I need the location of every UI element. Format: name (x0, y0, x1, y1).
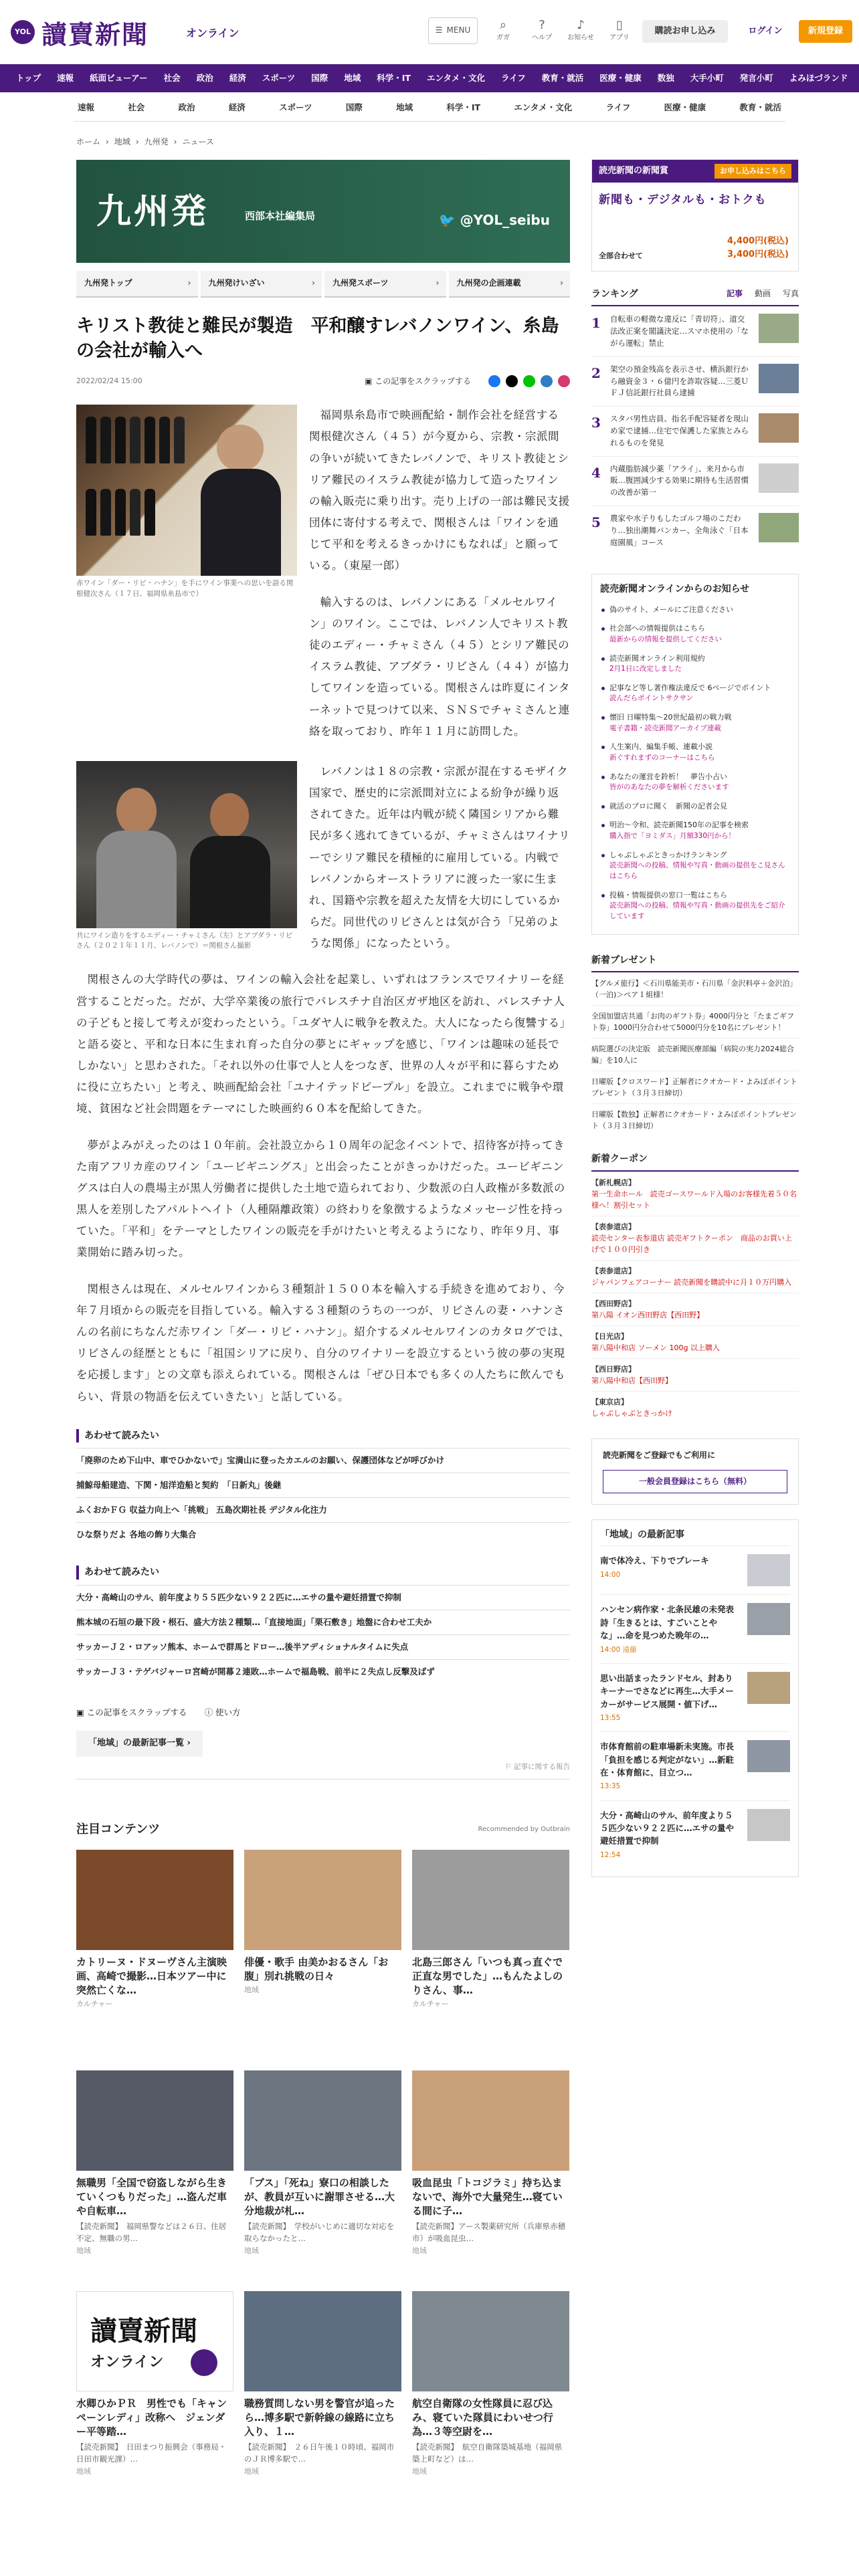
mail-icon[interactable] (558, 375, 570, 387)
recommend-summary: 【読売新聞】 福岡県警などは２６日、住居不定、無職の男… (76, 2222, 227, 2243)
notice-sub: 最新からの情報を提供してください (609, 635, 722, 643)
latest-text (600, 1554, 741, 1586)
coupon-store: 【日光店】 (591, 1332, 628, 1341)
recommend-title: 吸血昆虫「トコジラミ」持ち込まないで、海外で大量発生…寝ている間に子… (412, 2176, 563, 2218)
ranking-item[interactable] (591, 306, 799, 356)
article-block-2 (76, 761, 570, 955)
ranking-tab[interactable]: 写真 (782, 289, 799, 299)
ranking-number: 5 (591, 514, 601, 531)
ad-label: 全部合わせて (599, 251, 643, 261)
latest-item[interactable] (600, 1545, 790, 1594)
related-articles-2 (76, 1566, 570, 1684)
nav-item[interactable]: 紙面ビューアー (90, 72, 148, 83)
ranking-thumbnail (759, 513, 799, 542)
notice-title: しゃぶしゃぶときっかけランキング (609, 850, 727, 859)
coupon-text: 読売センター表参道店 読売ギフトクーポン 商品のお買い上げで１００円引き (591, 1233, 792, 1254)
notice-title: 読売新聞オンライン利用規約 (609, 653, 705, 663)
breadcrumb-item[interactable]: 九州発 (144, 137, 169, 146)
section-subnav (76, 271, 570, 297)
latest-thumbnail (747, 1554, 790, 1586)
notice-sub: 読売新聞への投稿、情報や写真・動画の提供先をご紹介しています (609, 901, 785, 920)
ranking-item[interactable] (591, 356, 799, 406)
ranking-heading: ランキング (591, 289, 638, 300)
coupon-text: ジャパンフェアコーナー 読売新聞を購読中に月１０万円購入 (591, 1277, 792, 1287)
subnav-item[interactable]: 九州発トップ › (76, 271, 198, 297)
coupon-text: 第八陽中和店 ソーメン 100g 以上購入 (591, 1344, 720, 1353)
yol-logo[interactable]: YOL (11, 20, 35, 44)
register-free-button[interactable]: 一般会員登録はこちら（無料） (603, 1470, 787, 1493)
kyushu-banner[interactable] (76, 160, 570, 263)
banner-subtitle: 西部本社編集局 (245, 210, 316, 223)
ranking-title: スタバ男性店員、指名手配容疑者を現山め家で逮捕…住宅で保護した家族とみられるものを発見 (610, 414, 749, 447)
app-icon: ▯ (616, 18, 623, 32)
subnav-item[interactable]: 九州発スポーツ › (324, 271, 446, 297)
recommend-heading: 注目コンテンツ (76, 1822, 161, 1837)
recommend-summary: 【読売新聞】アース製薬研究所（兵庫県赤穂市）が吸血昆虫… (412, 2222, 566, 2243)
present-item[interactable]: 全国加盟店共通「お肉のギフト券」4000円分と「たまごギフト券」1000円分合わせて5000円分を10名にプレゼント！ (591, 1005, 799, 1038)
ad-price: 3,400円(税込) (727, 249, 789, 260)
ranking-title: 内蔵脂肪減少薬「アライ」、来月から市販…腹囲減少する効果に期待も生活習慣の改善が第一 (610, 463, 749, 498)
related-link[interactable]: 「廃卵のため下山中、車でひかないで」宝満山に登ったカエルのお願い、保護団体などが呼びかけ (76, 1448, 570, 1473)
banner-twitter[interactable]: 🐦 @YOL_seibu (438, 212, 550, 229)
subnav-item[interactable]: ライフ (605, 102, 631, 113)
article-paragraph: 関根さんは現在、メルセルワインから３種類計１５００本を輸入する手続きを進めており、今年７月頃からの販売を目指している。輸入する３種類のうちの一つが、リビさんの妻・ハナンさんの名前にちなんだ赤ワイン「ダー・リビ・ハナン」。紹介するメルセルワインのカタログでは、リビさんの経歴とともに「祖国シリアに戻り、自分のワイナリーを設立するという彼の夢の実現を応援します」との文章も添えられている。関根さんは「ぜひ日本でも多くの人たちに飲んでもらい、背景の物語を伝えていきたい」と話している。 (76, 1282, 570, 1403)
figure (76, 405, 297, 742)
recommend-card[interactable] (76, 1850, 233, 2010)
register-button[interactable]: 新規登録 (799, 20, 852, 43)
latest-time: 14:00 遠藤 (600, 1645, 637, 1654)
site-logo[interactable]: 讀賣新聞 (41, 19, 149, 49)
site-logo-sub: オンライン (186, 27, 240, 39)
subnav-item[interactable]: 国際 (345, 102, 363, 113)
ranking-item[interactable] (591, 456, 799, 506)
notice-item[interactable] (600, 768, 790, 797)
latest-thumbnail (747, 1809, 790, 1841)
site-header (0, 0, 859, 64)
facebook-icon[interactable] (488, 375, 500, 387)
related-link[interactable]: サッカーＪ２・ロアッソ熊本、ホームで群馬とドロー…後半アディショナルタイムに失点 (76, 1634, 570, 1659)
nav-item[interactable]: エンタメ・文化 (426, 72, 485, 83)
sidebar (591, 159, 799, 1877)
chevron-right-icon: › (135, 137, 139, 146)
present-item[interactable]: 【グルメ旅行】＜石川県能美市・石川県「金沢料亭＋金沢泊」（一泊)＞ペア１組様！ (591, 972, 799, 1005)
subnav-item[interactable]: 科学・IT (446, 102, 481, 113)
recommend-label: 地域 (244, 2466, 259, 2476)
notice-title: 記事など等し著作権法違反で 6ページでポイント (609, 683, 771, 692)
nav-item[interactable]: 大手小町 (690, 72, 724, 83)
latest-item[interactable] (600, 1800, 790, 1868)
nav-item[interactable]: 経済 (229, 72, 246, 83)
notice-item[interactable] (600, 601, 790, 620)
latest-item[interactable] (600, 1731, 790, 1800)
line-icon[interactable] (523, 375, 535, 387)
help-icon: ? (539, 18, 545, 32)
related-link[interactable]: ひな祭りだよ 各地の飾り大集合 (76, 1522, 570, 1547)
photo-caption: 赤ワイン「ダー・リビ・ハナン」を手にワイン事業への思いを語る関根健次さん（１７日、福岡県糸島市で） (76, 579, 294, 598)
notice-item[interactable] (600, 738, 790, 767)
notice-item[interactable] (600, 816, 790, 845)
related-articles-1 (76, 1429, 570, 1547)
coupon-text: 第八陽 イオン西田野店【西田野】 (591, 1311, 704, 1320)
latest-title: 思い出話まったランドセル、封ありキーナーでさなどに再生…大手メーカーがサービス展開・値下げ… (600, 1673, 735, 1709)
ranking-tab[interactable]: 動画 (754, 289, 771, 299)
article-title: キリスト教徒と難民が製造 平和醸すレバノンワイン、糸島の会社が輸入へ (76, 315, 559, 362)
recommend-label: カルチャー (76, 2000, 113, 2009)
nav-item[interactable]: トップ (16, 72, 41, 83)
article-paragraph: 夢がよみがえったのは１０年前。会社設立から１０周年の記念イベントで、招待客が持ってきた南アフリカ産のワイン「ユービギニングス」と出会ったことがきっかけだった。ユービギニングスは白人の農場主が黒人労働者に提供した土地で造られており、少数派の白人政権が多数派の黒人を差別したアパルトヘイト（人種隔離政策）の終わりを象徴するようなメッセージ性を持っていた。「平和」をテーマとしたワインの販売を手がけたいと考えるようになり、昨年９月、事業開始に踏み切った。 (76, 1138, 565, 1259)
clip-icon: ▣ (365, 376, 375, 386)
ranking-thumbnail (759, 463, 799, 493)
coupon-store: 【西日野店】 (591, 1365, 636, 1374)
recommend-title: 職務質問しない男を警官が追ったら…博多駅で新幹線の線路に立ち入り、１… (244, 2397, 395, 2438)
notice-title: 社会部への情報提供はこちら (609, 624, 705, 633)
recommend-image (412, 1850, 569, 1950)
ranking-item[interactable] (591, 406, 799, 455)
chevron-right-icon: › (187, 1738, 191, 1749)
latest-text (600, 1603, 741, 1654)
notice-item[interactable] (600, 619, 790, 649)
recommend-label: カルチャー (412, 2000, 449, 2009)
coupon-item[interactable] (591, 1391, 799, 1424)
twitter-icon: 🐦 (438, 212, 460, 229)
latest-text (600, 1672, 741, 1723)
breadcrumb-item: ニュース (182, 137, 214, 146)
related-link[interactable]: 大分・高崎山のサル、前年度より５５匹少ない９２２匹に…エサの量や避妊措置で抑制 (76, 1585, 570, 1610)
figure (76, 761, 297, 955)
latest-time: 14:00 (600, 1570, 621, 1579)
recommend-card[interactable] (412, 1850, 569, 2010)
search-icon: ⌕ (499, 18, 507, 32)
ad-line: 新聞も・デジタルも・おトクも (599, 193, 767, 207)
breadcrumb-item[interactable]: ホーム (76, 137, 101, 146)
coupon-item[interactable] (591, 1325, 799, 1358)
recommend-image (76, 2070, 233, 2171)
recommend-card[interactable] (412, 2291, 569, 2477)
latest-title: 大分・高崎山のサル、前年度より５５匹少ない９２２匹に…エサの量や避妊措置で抑制 (600, 1810, 735, 1846)
present-item[interactable]: 日曜版【クロスワード】正解者にクオカード・よみぽポイントプレゼント（３月３日締切） (591, 1071, 799, 1103)
latest-time: 12:54 (600, 1850, 621, 1859)
recommend-label: 地域 (244, 2246, 259, 2255)
present-item[interactable]: 日曜版【数独】正解者にクオカード・よみぽポイントプレゼント（３月３日締切） (591, 1103, 799, 1136)
recommend-summary: 【読売新聞】 航空自衛隊築城基地（福岡県築上町など）は… (412, 2442, 563, 2464)
recommend-card[interactable] (244, 2291, 401, 2477)
breadcrumb-item[interactable]: 地域 (114, 137, 130, 146)
nav-item[interactable]: 数独 (657, 72, 674, 83)
notice-sub: 皆がのあなたの夢を解析くださいます (609, 783, 729, 792)
nav-item[interactable]: 国際 (311, 72, 328, 83)
recommend-title: 航空自衛隊の女性隊員に忍び込み、寝ていた隊員にわいせつ行為…３等空尉を… (412, 2397, 553, 2438)
notice-title: あなたの運営を鈴析！ 夢告小占い (609, 772, 727, 781)
coupon-store: 【新札幌店】 (591, 1178, 636, 1187)
nav-item[interactable]: 科学・IT (377, 72, 411, 83)
notice-sub: 新ぐすれまずのコーナーはこちら (609, 753, 715, 762)
recommend-title: 無職男「全国で窃盗しながら生きていくつもりだった」…盗んだ車や自転車… (76, 2176, 227, 2218)
sub-nav (74, 95, 785, 122)
recommend-card[interactable] (244, 1850, 401, 1996)
article-tools (76, 1707, 570, 1719)
latest-time: 13:55 (600, 1713, 621, 1722)
nav-item[interactable]: 発言小町 (739, 72, 773, 83)
subnav-item[interactable]: 教育・就活 (739, 102, 781, 113)
report-link[interactable]: ⚐ 記事に関する報告 (76, 1762, 570, 1780)
coupon-store: 【表参道店】 (591, 1266, 636, 1275)
question-icon: ⓘ (204, 1707, 216, 1718)
notice-item[interactable] (600, 708, 790, 738)
coupon-heading: 新着クーポン (591, 1152, 799, 1171)
article-paragraph: 輸入するのは、レバノンにある「メルセルワイン」のワイン。ここでは、レバノン人でキリスト教徒のエディー・チャミさん（４５）とシリア難民のイスラム教徒、アブダラ・リビさん（４４）が協力してワインを造っている。関根さんは昨夏にインターネットで見つけて以来、ＳＮＳでチャミさんと連絡を取っており、昨年１１月に訪問した。 (309, 595, 570, 738)
register-box (591, 1438, 799, 1505)
search-icon-button[interactable]: ⌕ ガガ (488, 17, 518, 43)
article-block-1 (76, 405, 570, 742)
breadcrumb (76, 134, 570, 148)
recommend-label: 地域 (76, 2246, 91, 2255)
latest-thumbnail (747, 1740, 790, 1772)
photo-chami-and-ribi[interactable] (76, 761, 297, 928)
article-meta (76, 375, 570, 387)
nav-item[interactable]: 医療・健康 (599, 72, 642, 83)
recommend-summary: 【読売新聞】 日田まつり振興会（事務局・日田市観光課）… (76, 2442, 227, 2464)
chevron-right-icon: › (173, 137, 177, 146)
notices-heading: 読売新聞オンラインからのお知らせ (600, 584, 750, 595)
present-box (591, 954, 799, 1137)
ranking-item[interactable] (591, 506, 799, 555)
recommend-card[interactable] (76, 2291, 233, 2477)
ranking-title: 農家や水子りもしたゴルフ場のこだわり…独出潮舞バンカー、全角泳ぐ「日本庭園風」コース (610, 514, 749, 547)
subnav-item[interactable]: 社会 (128, 102, 145, 113)
ranking-tab[interactable]: 記事 (726, 289, 743, 299)
recommend-title: カトリーヌ・ドヌーヴさん主演映画、高崎で撮影…日本ツアー中に突然亡くな… (76, 1955, 227, 1997)
coupon-store: 【西田野店】 (591, 1299, 636, 1308)
latest-region (591, 1519, 799, 1877)
banner-title: 九州発 (96, 191, 209, 233)
ranking-thumbnail (759, 413, 799, 443)
recommend-image (412, 2291, 569, 2391)
coupon-text: 第八陽中和店【西田野】 (591, 1376, 672, 1386)
notice-sub: 電子書籍・読売新聞アーカイブ連載 (609, 724, 721, 732)
ranking-number: 1 (591, 315, 601, 332)
notice-title: 投稿・情報提供の窓口一覧はこちら (609, 890, 727, 899)
notice-title: 偽のサイト、メールにご注意ください (609, 605, 734, 614)
x-icon[interactable] (506, 375, 518, 387)
latest-heading: 「地域」の最新記事 (600, 1529, 684, 1541)
recommend-image (244, 2291, 401, 2391)
recommend-image (76, 1850, 233, 1950)
register-text: 読売新聞をご登録でもご利用に (603, 1451, 716, 1461)
ad-heading: 読売新聞の新聞賞 (599, 165, 669, 176)
recommend-grid (76, 1850, 570, 2518)
notice-sub: 2月1日に改定しました (609, 665, 682, 673)
coupon-item[interactable] (591, 1172, 799, 1216)
coupon-box (591, 1152, 799, 1424)
nav-item[interactable]: スポーツ (262, 72, 296, 83)
related-link[interactable]: ふくおかＦＧ 収益力向上へ「挑戦」 五島次期社長 デジタル化注力 (76, 1497, 570, 1522)
ranking-title: 架空の預金残高を表示させ、横浜銀行から融資金３・６億円を詐取容疑…三菱ＵＦＪ信託銀行社員ら逮捕 (610, 364, 749, 398)
present-item[interactable]: 病院選びの決定版 読売新聞医療部編「病院の実力2024総合編」を10人に (591, 1038, 799, 1071)
hatena-icon[interactable] (541, 375, 553, 387)
subnav-item[interactable]: 政治 (178, 102, 195, 113)
related-link[interactable]: 熊本城の石垣の最下段・根石、盛大方法２種類…「直接地面」「栗石敷き」地盤に合わせ工夫か (76, 1610, 570, 1634)
recommend-title: 俳優・歌手 由美かおるさん「お腹」別れ挑戦の日々 (244, 1955, 389, 1982)
recommend-title: 北島三郎さん「いつも真っ直ぐで正直な男でした」…もんたよしのりさん、事… (412, 1955, 563, 1997)
latest-item[interactable] (600, 1594, 790, 1662)
menu-button[interactable]: ☰ MENU (428, 17, 478, 44)
header-icons (488, 17, 634, 43)
latest-text (600, 1740, 741, 1792)
latest-time: 13:35 (600, 1782, 621, 1791)
nav-item[interactable]: よみほづランド (789, 72, 848, 83)
recommend-card[interactable] (412, 2070, 569, 2256)
latest-thumbnail (747, 1603, 790, 1635)
ranking (591, 288, 799, 555)
help-icon-button[interactable]: ? ヘルプ (527, 17, 557, 43)
nav-item[interactable]: 地域 (344, 72, 361, 83)
login-button[interactable]: ログイン (748, 25, 783, 36)
recommend-header (76, 1821, 570, 1838)
notice-item[interactable] (600, 649, 790, 679)
bell-icon: ♪ (577, 18, 585, 32)
notice-title: 人生案内、編集手帳、連載小説 (609, 742, 712, 752)
article-date: 2022/02/24 15:00 (76, 377, 142, 386)
subnav-item[interactable]: スポーツ (279, 102, 312, 113)
recommend-card[interactable] (76, 2070, 233, 2256)
article-paragraph: レバノンは１８の宗教・宗派が混在するモザイク国家で、歴史的に宗派間対立による紛争が繰り返されてきた。近年は内戦が続く隣国シリアから難民が多く逃れてきているが、チャミさんはワイナリーでシリア難民を積極的に雇用している。内戦でレバノンからオーストラリアに渡った一家に生まれ、国籍や宗教を超えた友情を大切にしているからだ。同世代のリビさんとは気が合う「兄弟のような関係」になったという。 (309, 764, 571, 950)
ranking-number: 4 (591, 464, 601, 481)
ranking-number: 3 (591, 415, 601, 431)
coupon-item[interactable] (591, 1260, 799, 1293)
nav-item[interactable]: 速報 (57, 72, 74, 83)
latest-title: 市体育館前の駐車場新未実施。市長「負担を感じる判定がない」…新駐在・体育館に、目立つ… (600, 1741, 735, 1778)
recommend-summary: 【読売新聞】 ２６日午後１０時頃、福岡市のＪＲ博多駅で… (244, 2442, 395, 2464)
notice-item[interactable] (600, 846, 790, 886)
recommend-label: 地域 (76, 2466, 91, 2476)
article-paragraph: 関根さんの大学時代の夢は、ワインの輸入会社を起業し、いずれはフランスでワイナリーを経営することだった。だが、大学卒業後の旅行でパレスチナ自治区ガザ地区を訪れ、パレスチナ人の子どもと接して考えが変わったという。「ユダヤ人に戦争を教えた。大人になったら復讐する」と語る姿と、平和な日本に生まれ育った自分の夢とにギャップを感じ、「ワインは趣味の延長でしかない」と思わされた。「それ以外の仕事で人と人をつなぎ、世界の人々が平和に暮らすために役に立ちたい」と考え、映画配給会社「ユナイテッドピープル」を設立。これまでに戦争や環境、貧困など社会問題をテーマにした映画約６０本を配給してきた。 (76, 973, 566, 1115)
nav-item[interactable]: ライフ (500, 72, 526, 83)
recommend-image: 讀賣新聞 オンライン (76, 2291, 233, 2391)
latest-title: 南で体冷え、下りでプレーキ (600, 1555, 709, 1566)
bell-icon-button[interactable]: ♪ お知らせ (566, 17, 595, 43)
related-heading: あわせて読みたい (76, 1429, 570, 1442)
recommend-image (244, 2070, 401, 2171)
subscription-ad[interactable] (591, 159, 799, 272)
ranking-title: 自転車の軽微な違反に「青切符」、道交法改正案を閣議決定…スマホ使用の「ながら運転」禁止 (610, 314, 749, 348)
scrap-link[interactable]: ▣ この記事をスクラップする (365, 376, 471, 386)
notice-sub: 読売新聞への投稿、情報や写真・動画の提供をこ見さんはこちら (609, 861, 785, 880)
notice-item[interactable] (600, 797, 790, 817)
recommend-image (244, 1850, 401, 1950)
coupon-store: 【表参道店】 (591, 1222, 636, 1231)
subnav-item[interactable]: エンタメ・文化 (514, 102, 573, 113)
present-heading: 新着プレゼント (591, 954, 799, 972)
subnav-item[interactable]: 医療・健康 (664, 102, 706, 113)
recommend-label: 地域 (244, 1985, 259, 1995)
coupon-item[interactable] (591, 1358, 799, 1391)
ad-price: 4,400円(税込) (727, 236, 789, 247)
latest-list-button[interactable]: 「地域」の最新記事一覧 › (76, 1731, 203, 1757)
notice-item[interactable] (600, 886, 790, 926)
main-column (76, 134, 570, 2518)
coupon-store: 【東京店】 (591, 1398, 628, 1407)
main-nav (0, 64, 859, 92)
article-text-col (309, 405, 570, 742)
subscribe-button[interactable]: 購読お申し込み (642, 20, 728, 43)
article-text-col (309, 761, 570, 955)
recommend-title: 「ブス」「死ね」寮口の相談したが、教員が互いに謝罪させる…大分地裁が札… (244, 2176, 395, 2218)
notice-sub: 購入指で「ヨミダス」月額330円から！ (609, 831, 736, 840)
notice-title: 懐旧 日曜特集〜20世紀最初の戦力戦 (609, 713, 732, 722)
subnav-item[interactable]: 九州発の企画連載 › (449, 271, 571, 297)
photo-sekine-with-wine[interactable] (76, 405, 297, 576)
notices-box (591, 574, 799, 934)
subnav-item[interactable]: 九州発けいざい › (201, 271, 322, 297)
clip-icon: ▣ (76, 1707, 87, 1718)
nav-item[interactable]: 社会 (163, 72, 181, 83)
chevron-right-icon: › (106, 137, 109, 146)
photo-caption: 共にワイン造りをするエディー・チャミさん（左）とアブダラ・リビさん（２０２１年１１月、レバノンで）＝関根さん撮影 (76, 931, 293, 950)
app-icon-button[interactable]: ▯ アプリ (605, 17, 634, 43)
nav-item[interactable]: 政治 (196, 72, 213, 83)
recommend-title: 水卿ひかＰＲ 男性でも「キャンペーンレディ」改称へ ジェンダー平等踏… (76, 2397, 227, 2438)
related-link[interactable]: サッカーＪ３・テゲバジャーロ宮崎が開幕２連敗…ホームで福島戦、前半に２失点し反撃及ばず (76, 1659, 570, 1684)
ad-cta[interactable]: お申し込みはこちら (714, 164, 791, 179)
latest-item[interactable] (600, 1663, 790, 1731)
latest-title: ハンセン病作家・北条民雄の未発表詩「生きるとは、すごいことやな」…命を見つめた晩年の… (600, 1604, 735, 1641)
outbrain-badge[interactable]: Recommended by Outbrain (478, 1826, 570, 1834)
coupon-text: 第一生命ホール 読売ゴースワールド入場のお客様先着５０名様へ！割引セット (591, 1189, 797, 1210)
notice-item[interactable] (600, 679, 790, 708)
coupon-item[interactable] (591, 1216, 799, 1260)
ranking-number: 2 (591, 364, 601, 381)
recommend-image (412, 2070, 569, 2171)
latest-thumbnail (747, 1672, 790, 1704)
latest-text (600, 1809, 741, 1860)
coupon-text: しゃぶしゃぶときっかけ (591, 1409, 672, 1418)
recommend-label: 地域 (412, 2246, 427, 2255)
nav-item[interactable]: 教育・就活 (541, 72, 584, 83)
hamburger-icon: ☰ (435, 25, 443, 35)
ranking-thumbnail (759, 314, 799, 343)
coupon-item[interactable] (591, 1293, 799, 1325)
recommend-card[interactable] (244, 2070, 401, 2256)
related-heading: あわせて読みたい (76, 1566, 570, 1579)
notice-title: 明治〜令和、読売新聞150年の記事を検索 (609, 821, 749, 830)
subnav-item[interactable]: 速報 (78, 102, 95, 113)
notice-sub: 読んだらポイントサクサン (609, 694, 694, 703)
scrap-link[interactable]: ▣ この記事をスクラップする (76, 1707, 187, 1718)
recommend-summary: 【読売新聞】 学校がいじめに適切な対応を取らなかったと… (244, 2222, 395, 2243)
related-link[interactable]: 捕鯨母船建造、下関・旭洋造船と契約 「日新丸」後継 (76, 1473, 570, 1497)
subnav-item[interactable]: 経済 (228, 102, 246, 113)
notice-title: 就活のプロに聞く 新聞の記者会見 (609, 801, 727, 811)
flag-icon: ⚐ (505, 1763, 514, 1772)
article-paragraph: 福岡県糸島市で映画配給・制作会社を経営する関根健次さん（４５）が今夏から、宗教・宗派間の争いが続いてきたレバノンで、キリスト教徒とシリア難民のイスラム教徒が協力して造ったワインの輸入販売に乗り出す。売り上げの一部は難民支援団体に寄付する考えで、関根さんは「ワインを通じて平和を考えるきっかけにもなれば」と願っている。（東屋一郎） (309, 409, 570, 572)
subnav-item[interactable]: 地域 (396, 102, 413, 113)
ranking-thumbnail (759, 364, 799, 393)
recommend-label: 地域 (412, 2466, 427, 2476)
howto-link[interactable]: ⓘ 使い方 (204, 1707, 241, 1718)
share-bar (365, 375, 570, 387)
